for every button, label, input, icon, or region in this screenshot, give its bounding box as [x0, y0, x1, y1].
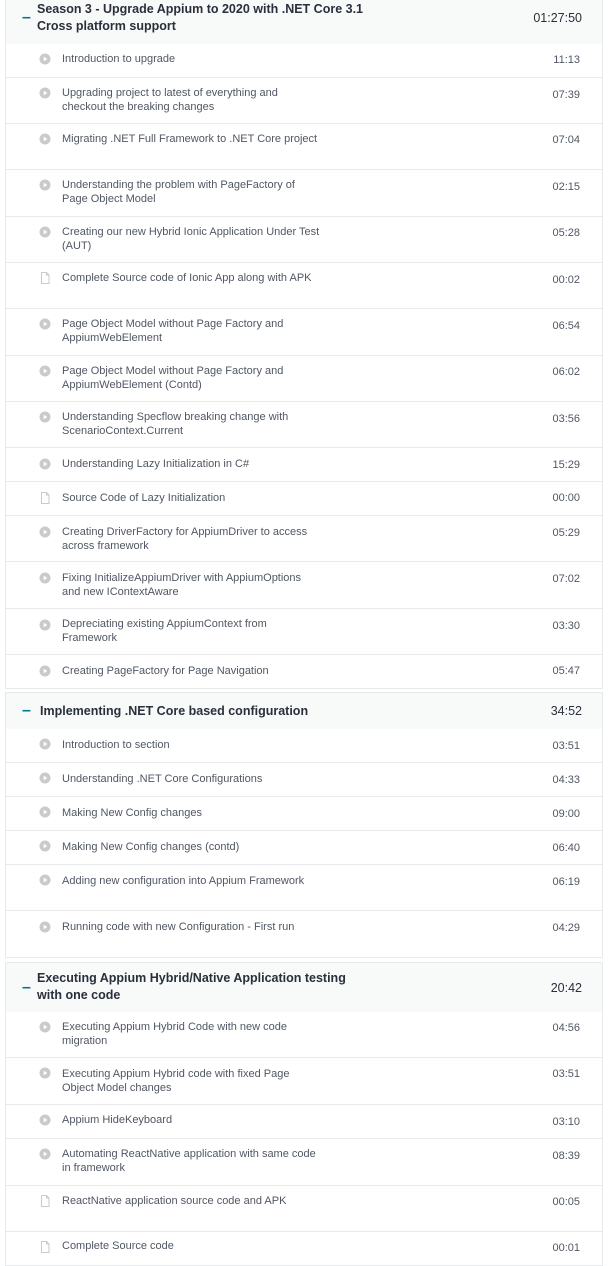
play-circle-icon — [39, 53, 51, 65]
lecture-title: Upgrading project to latest of everything and checkout the breaking changes — [62, 87, 278, 113]
lecture-duration: 07:04 — [552, 134, 580, 146]
lecture-item[interactable] — [5, 516, 603, 562]
lecture-title: Introduction to upgrade — [62, 53, 176, 65]
section-header[interactable] — [5, 0, 603, 45]
lecture-item[interactable] — [5, 1139, 603, 1186]
lecture-duration: 06:54 — [552, 320, 580, 332]
lecture-title: Complete Source code — [62, 1240, 174, 1252]
lecture-title: Making New Config changes — [62, 807, 203, 819]
lecture-duration: 03:10 — [552, 1116, 580, 1128]
lecture-title: Making New Config changes (contd) — [62, 841, 240, 853]
lecture-item[interactable] — [5, 309, 603, 356]
lecture-item[interactable] — [5, 831, 603, 865]
lecture-item[interactable] — [5, 1232, 603, 1266]
lecture-item[interactable] — [5, 763, 603, 797]
lecture-duration: 04:56 — [552, 1022, 580, 1034]
lecture-item[interactable] — [5, 44, 603, 78]
play-circle-icon — [39, 1021, 51, 1033]
play-circle-icon — [39, 1067, 51, 1079]
section-duration: 34:52 — [550, 704, 582, 718]
lecture-title: Introduction to section — [62, 739, 170, 751]
section-title: Implementing .NET Core based configuration — [40, 704, 309, 718]
play-circle-icon — [39, 318, 51, 330]
section-header[interactable] — [5, 692, 603, 730]
lecture-item[interactable] — [5, 562, 603, 609]
lecture-duration: 00:02 — [552, 274, 580, 286]
lecture-duration: 08:39 — [552, 1150, 580, 1162]
lecture-title: Understanding .NET Core Configurations — [62, 773, 263, 785]
lecture-title: Page Object Model without Page Factory and AppiumWebElement (Contd) — [62, 365, 284, 391]
lecture-item[interactable] — [5, 729, 603, 763]
play-circle-icon — [39, 133, 51, 145]
lecture-duration: 03:51 — [552, 740, 580, 752]
play-circle-icon — [39, 738, 51, 750]
lecture-duration: 07:39 — [552, 89, 580, 101]
lecture-duration: 05:29 — [552, 527, 580, 539]
play-circle-icon — [39, 365, 51, 377]
lecture-item[interactable] — [5, 170, 603, 217]
lecture-item[interactable] — [5, 217, 603, 263]
collapse-icon[interactable]: – — [22, 9, 31, 26]
lecture-item[interactable] — [5, 78, 603, 124]
section-header[interactable] — [5, 962, 603, 1013]
lecture-title: Creating DriverFactory for AppiumDriver to access across framework — [62, 526, 308, 552]
lecture-item[interactable] — [5, 865, 603, 911]
lecture-title: Running code with new Configuration - First run — [62, 921, 295, 933]
lecture-title: Executing Appium Hybrid Code with new code migration — [62, 1021, 288, 1047]
play-circle-icon — [39, 921, 51, 933]
lecture-item[interactable] — [5, 263, 603, 309]
lecture-title: Page Object Model without Page Factory and AppiumWebElement — [62, 318, 284, 344]
lecture-duration: 00:00 — [552, 492, 580, 504]
lecture-title: Fixing InitializeAppiumDriver with AppiumOptions and new IContextAware — [62, 572, 302, 598]
section-duration: 01:27:50 — [533, 11, 582, 25]
play-circle-icon — [39, 226, 51, 238]
play-circle-icon — [39, 874, 51, 886]
lecture-item[interactable] — [5, 356, 603, 402]
lecture-duration: 05:28 — [552, 227, 580, 239]
play-circle-icon — [39, 772, 51, 784]
lecture-title: ReactNative application source code and APK — [62, 1195, 287, 1207]
collapse-icon[interactable]: – — [22, 979, 31, 996]
section-title: Season 3 - Upgrade Appium to 2020 with .NET Core 3.1 Cross platform support — [37, 2, 363, 33]
lecture-item[interactable] — [5, 1105, 603, 1139]
play-circle-icon — [39, 572, 51, 584]
lecture-item[interactable] — [5, 124, 603, 170]
play-circle-icon — [39, 665, 51, 677]
lecture-item[interactable] — [5, 1186, 603, 1232]
lecture-title: Automating ReactNative application with same code in framework — [62, 1148, 316, 1174]
play-circle-icon — [39, 87, 51, 99]
play-circle-icon — [39, 806, 51, 818]
lecture-title: Source Code of Lazy Initialization — [62, 492, 226, 504]
lecture-duration: 02:15 — [552, 181, 580, 193]
lecture-duration: 15:29 — [552, 459, 580, 471]
collapse-icon[interactable]: – — [22, 702, 31, 719]
lecture-title: Appium HideKeyboard — [62, 1114, 173, 1126]
lecture-title: Migrating .NET Full Framework to .NET Core project — [62, 133, 318, 145]
lecture-duration: 05:47 — [552, 665, 580, 677]
lecture-item[interactable] — [5, 911, 603, 958]
lecture-item[interactable] — [5, 448, 603, 482]
lecture-title: Complete Source code of Ionic App along with APK — [62, 272, 312, 284]
play-circle-icon — [39, 619, 51, 631]
play-circle-icon — [39, 458, 51, 470]
lecture-title: Adding new configuration into Appium Framework — [62, 875, 305, 887]
lecture-title: Understanding Lazy Initialization in C# — [62, 458, 250, 470]
lecture-duration: 06:02 — [552, 366, 580, 378]
lecture-duration: 00:05 — [552, 1196, 580, 1208]
lecture-duration: 04:29 — [552, 922, 580, 934]
file-icon — [39, 492, 51, 504]
lecture-item[interactable] — [5, 797, 603, 831]
lecture-duration: 06:19 — [552, 876, 580, 888]
lecture-duration: 04:33 — [552, 774, 580, 786]
lecture-title: Understanding the problem with PageFactory of Page Object Model — [62, 179, 295, 205]
lecture-title: Creating PageFactory for Page Navigation — [62, 665, 269, 677]
section-title: Executing Appium Hybrid/Native Application testing with one code — [37, 971, 346, 1002]
file-icon — [39, 1241, 51, 1253]
play-circle-icon — [39, 179, 51, 191]
lecture-title: Understanding Specflow breaking change with ScenarioContext.Current — [62, 411, 289, 437]
lecture-duration: 07:02 — [552, 573, 580, 585]
lecture-item[interactable] — [5, 655, 603, 689]
play-circle-icon — [39, 1148, 51, 1160]
lecture-title: Executing Appium Hybrid code with fixed Page Object Model changes — [62, 1068, 290, 1094]
file-icon — [39, 1195, 51, 1207]
lecture-duration: 06:40 — [552, 842, 580, 854]
lecture-item[interactable] — [5, 609, 603, 655]
lecture-title: Creating our new Hybrid Ionic Application Under Test (AUT) — [62, 226, 320, 252]
lecture-duration: 03:30 — [552, 620, 580, 632]
lecture-title: Depreciating existing AppiumContext from Framework — [62, 618, 267, 644]
lecture-duration: 09:00 — [552, 808, 580, 820]
lecture-item[interactable] — [5, 1058, 603, 1105]
play-circle-icon — [39, 1114, 51, 1126]
lecture-duration: 03:51 — [552, 1068, 580, 1080]
lecture-duration: 00:01 — [552, 1242, 580, 1254]
lecture-item[interactable] — [5, 402, 603, 448]
lecture-duration: 11:13 — [553, 54, 580, 66]
section-duration: 20:42 — [550, 981, 582, 995]
play-circle-icon — [39, 840, 51, 852]
lecture-item[interactable] — [5, 1012, 603, 1058]
lecture-item[interactable] — [5, 482, 603, 516]
lecture-duration: 03:56 — [552, 413, 580, 425]
play-circle-icon — [39, 411, 51, 423]
file-icon — [39, 272, 51, 284]
play-circle-icon — [39, 526, 51, 538]
